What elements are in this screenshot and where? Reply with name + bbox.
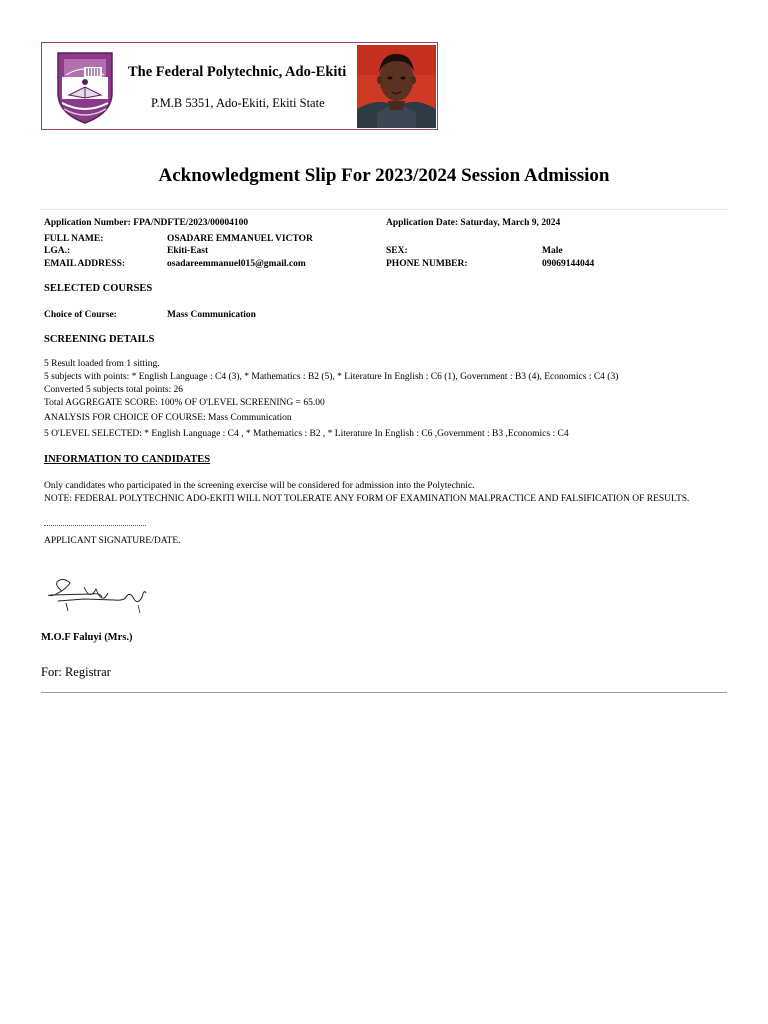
screening-line: 5 subjects with points: * English Language : C4 (3), * Mathematics : B2 (5), * Literature In English : C6 (1), Government : B3 (4), Economics : C4 (3) [44, 372, 619, 382]
lga-value: Ekiti-East [167, 246, 209, 256]
selected-courses-heading: SELECTED COURSES [44, 283, 153, 294]
information-heading: INFORMATION TO CANDIDATES [44, 454, 211, 465]
application-date-row [386, 218, 560, 228]
screening-line: 5 Result loaded from 1 sitting. [44, 359, 160, 369]
for-registrar-label: For: Registrar [41, 665, 111, 679]
choice-of-course-value: Mass Communication [167, 310, 256, 320]
choice-of-course-label: Choice of Course: [44, 310, 117, 320]
full-name-value: OSADARE EMMANUEL VICTOR [167, 234, 313, 244]
malpractice-notice: NOTE: FEDERAL POLYTECHNIC ADO-EKITI WILL NOT TOLERATE ANY FORM OF EXAMINATION MALPRACTICE AND FALSIFICATION OF RESULTS. [44, 494, 690, 504]
application-number-row [44, 218, 248, 228]
email-value: osadareemmanuel015@gmail.com [167, 259, 306, 269]
application-date-label: Application Date: [386, 218, 459, 228]
application-number-value: FPA/NDFTE/2023/00004100 [133, 218, 249, 228]
application-date-value: Saturday, March 9, 2024 [460, 218, 561, 228]
full-name-label: FULL NAME: [44, 234, 104, 244]
institution-header [41, 42, 438, 130]
screening-details-heading: SCREENING DETAILS [44, 334, 155, 345]
sex-value: Male [542, 246, 563, 256]
screening-line: Converted 5 subjects total points: 26 [44, 385, 184, 395]
applicant-signature-label: APPLICANT SIGNATURE/DATE. [44, 536, 181, 546]
screening-line: ANALYSIS FOR CHOICE OF COURSE: Mass Communication [44, 413, 292, 423]
applicant-signature-line [44, 525, 146, 526]
email-label: EMAIL ADDRESS: [44, 259, 126, 269]
phone-value: 09069144044 [542, 259, 595, 269]
footer-divider [41, 692, 727, 693]
title-divider [41, 209, 727, 210]
polytechnic-crest-logo [54, 49, 116, 125]
sex-label: SEX: [386, 246, 408, 256]
screening-line: Total AGGREGATE SCORE: 100% OF O'LEVEL SCREENING = 65.00 [44, 398, 325, 408]
phone-label: PHONE NUMBER: [386, 259, 468, 269]
information-line: Only candidates who participated in the screening exercise will be considered for admission into the Polytechnic. [44, 481, 475, 491]
institution-name: The Federal Polytechnic, Ado-Ekiti [128, 64, 347, 80]
applicant-photo [357, 45, 436, 128]
registrar-name: M.O.F Faluyi (Mrs.) [41, 632, 133, 643]
institution-address: P.M.B 5351, Ado-Ekiti, Ekiti State [151, 96, 325, 110]
lga-label: LGA.: [44, 246, 71, 256]
screening-line: 5 O'LEVEL SELECTED: * English Language : C4 , * Mathematics : B2 , * Literature In English : C6 ,Government : B3 ,Economics : C4 [44, 429, 569, 439]
slip-title: Acknowledgment Slip For 2023/2024 Session Admission [158, 165, 610, 186]
application-number-label: Application Number: [44, 218, 131, 228]
registrar-signature [44, 575, 148, 617]
